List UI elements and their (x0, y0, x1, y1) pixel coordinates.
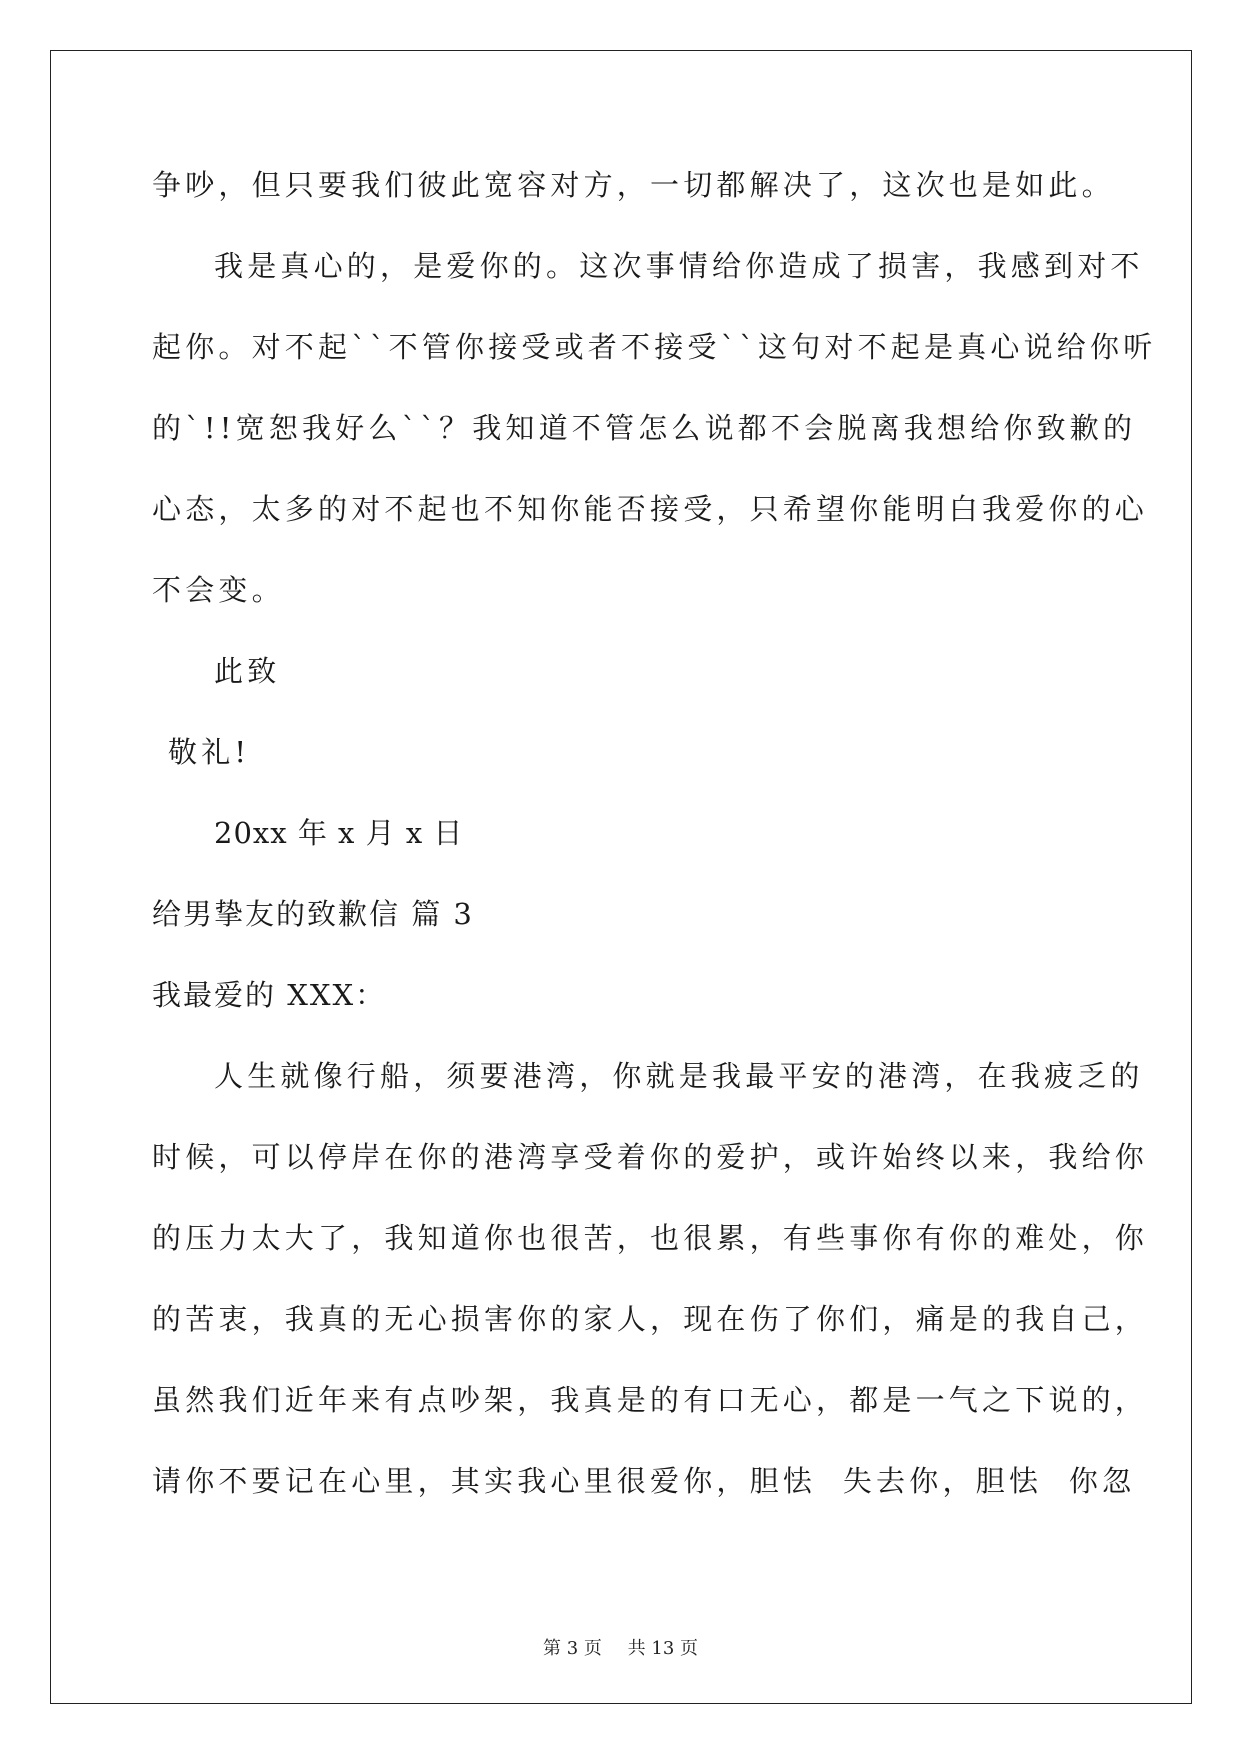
page-number: 第 3 页 (543, 1638, 602, 1659)
paragraph-line: 不会变。 (152, 573, 285, 607)
paragraph-line: 虽然我们近年来有点吵架，我真是的有口无心，都是一气之下说的， (152, 1383, 1149, 1417)
page-footer (0, 1634, 1241, 1660)
closing-regards: 敬礼! (168, 735, 251, 769)
paragraph-line: 的`!!宽恕我好么``？我知道不管怎么说都不会脱离我想给你致歉的 (152, 411, 1137, 445)
paragraph-line: 争吵，但只要我们彼此宽容对方，一切都解决了，这次也是如此。 (152, 168, 1115, 202)
letter-greeting: 我最爱的 XXX： (152, 978, 387, 1012)
paragraph-line: 我是真心的，是爱你的。这次事情给你造成了损害，我感到对不 (214, 249, 1144, 283)
letter-date: 20xx 年 x 月 x 日 (214, 816, 464, 850)
paragraph-line: 心态，太多的对不起也不知你能否接受，只希望你能明白我爱你的心 (152, 492, 1149, 526)
paragraph-line: 时候，可以停岸在你的港湾享受着你的爱护，或许始终以来，我给你 (152, 1140, 1149, 1174)
paragraph-line: 的压力太大了，我知道你也很苦，也很累，有些事你有你的难处，你 (152, 1221, 1149, 1255)
closing-salutation: 此致 (214, 654, 281, 688)
paragraph-line: 人生就像行船，须要港湾，你就是我最平安的港湾，在我疲乏的 (214, 1059, 1144, 1093)
paragraph-line: 的苦衷，我真的无心损害你的家人，现在伤了你们，痛是的我自己， (152, 1302, 1149, 1336)
paragraph-line: 请你不要记在心里，其实我心里很爱你，胆怯 失去你，胆怯 你忽 (152, 1464, 1136, 1498)
page-border (50, 50, 1192, 1704)
section-heading: 给男挚友的致歉信 篇 3 (152, 897, 474, 931)
paragraph-line: 起你。对不起``不管你接受或者不接受``这句对不起是真心说给你听 (152, 330, 1157, 364)
total-pages: 共 13 页 (627, 1638, 698, 1659)
